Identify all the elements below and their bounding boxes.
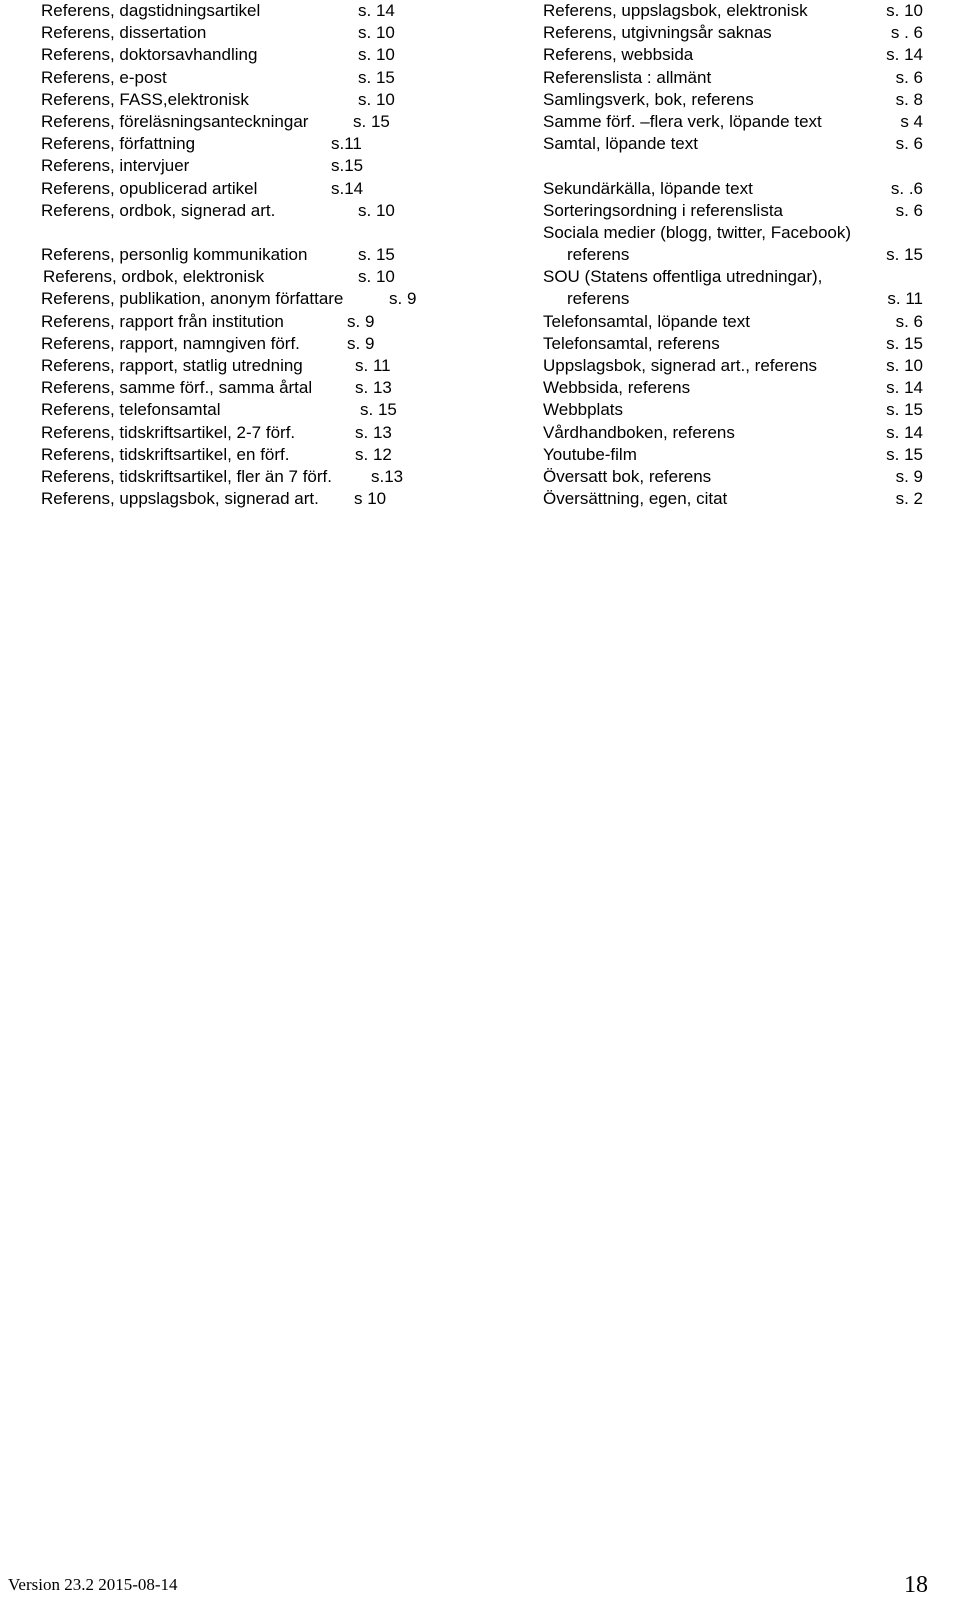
index-entry: [543, 399, 923, 421]
entry-page: s. 8: [895, 89, 923, 109]
entry-page: s. 15: [360, 400, 397, 420]
index-entry: [543, 111, 923, 133]
index-entry: [41, 444, 481, 466]
entry-page: s. 9: [389, 289, 417, 309]
entry-page: s. 15: [886, 444, 923, 464]
index-entry: [543, 0, 923, 22]
index-entry: [41, 399, 481, 421]
entry-label: Webbplats: [543, 400, 624, 420]
entry-page: s. 13: [355, 378, 392, 398]
entry-label: Referens, tidskriftsartikel, fler än 7 förf.: [41, 466, 332, 486]
index-column-left: [41, 0, 481, 510]
index-entry: [543, 422, 923, 444]
index-entry: [41, 0, 481, 22]
index-column-right: [543, 0, 923, 510]
index-entry: [543, 89, 923, 111]
entry-label: Referens, rapport, namngiven förf.: [41, 333, 300, 353]
index-entry: [543, 266, 923, 310]
index-entry: [543, 133, 923, 155]
entry-page: s. 10: [358, 200, 395, 220]
entry-label: Samlingsverk, bok, referens: [543, 89, 754, 109]
entry-label: Telefonsamtal, referens: [543, 333, 720, 353]
index-entry: [543, 178, 923, 200]
entry-page: s. 2: [895, 489, 923, 509]
entry-page: s. .6: [890, 178, 923, 198]
index-entry: [41, 288, 481, 310]
entry-label: Referens, tidskriftsartikel, en förf.: [41, 444, 290, 464]
entry-label: Referens, webbsida: [543, 45, 694, 65]
entry-label: Översättning, egen, citat: [543, 489, 728, 509]
index-entry: [543, 311, 923, 333]
entry-page: s. 15: [358, 245, 395, 265]
index-entry: [41, 311, 481, 333]
index-entry: [543, 355, 923, 377]
entry-label: Referens, telefonsamtal: [41, 400, 221, 420]
index-entry: [41, 22, 481, 44]
entry-label-continued: referens: [567, 245, 630, 265]
index-entry: [41, 44, 481, 66]
index-entry: [41, 333, 481, 355]
entry-label: Referens, utgivningsår saknas: [543, 23, 772, 43]
entry-label: Referens, rapport från institution: [41, 311, 284, 331]
entry-page: s. 11: [355, 356, 391, 375]
entry-label: Samme förf. –flera verk, löpande text: [543, 111, 822, 131]
entry-label: Referens, ordbok, signerad art.: [41, 200, 276, 220]
index-entry: [543, 466, 923, 488]
entry-page: s. 9: [895, 466, 923, 486]
entry-label-continued: referens: [567, 289, 630, 309]
entry-label: Referens, tidskriftsartikel, 2-7 förf.: [41, 422, 296, 442]
index-entry: [41, 111, 481, 133]
index-entry: [41, 355, 481, 377]
entry-page: s. 10: [358, 89, 395, 109]
entry-label: Telefonsamtal, löpande text: [543, 311, 750, 331]
entry-label: SOU (Statens offentliga utredningar),: [543, 267, 823, 287]
index-entry: [41, 466, 481, 488]
index-entry: [543, 222, 923, 266]
index-entry: [543, 444, 923, 466]
page-footer: [0, 1572, 960, 1612]
entry-page: s. 9: [347, 333, 375, 353]
entry-label: Översatt bok, referens: [543, 466, 712, 486]
entry-label: Referens, samme förf., samma årtal: [41, 378, 313, 398]
entry-page: s. 15: [886, 245, 923, 265]
entry-page: s 10: [354, 489, 387, 509]
entry-page: s. 10: [886, 356, 923, 376]
entry-label: Sekundärkälla, löpande text: [543, 178, 753, 198]
entry-page: s. 10: [358, 45, 395, 65]
entry-page: s. 14: [358, 1, 395, 20]
entry-label: Referens, författning: [41, 134, 196, 154]
entry-label: Referens, personlig kommunikation: [41, 245, 308, 265]
entry-label: Youtube-film: [543, 444, 637, 464]
page-number: 18: [904, 1572, 928, 1598]
entry-label: Sociala medier (blogg, twitter, Facebook): [543, 222, 852, 242]
entry-page: s.11: [331, 134, 362, 154]
entry-page: s. 10: [358, 267, 395, 287]
entry-page: s. 11: [887, 289, 923, 309]
entry-page: s. 15: [886, 400, 923, 420]
entry-label: Referenslista : allmänt: [543, 67, 712, 87]
entry-label: Referens, doktorsavhandling: [41, 45, 258, 65]
index-entry: [41, 266, 481, 288]
index-entry: [543, 44, 923, 66]
entry-label: Samtal, löpande text: [543, 134, 698, 154]
index-entry: [543, 377, 923, 399]
index-entry: [41, 67, 481, 89]
entry-page: s. 9: [347, 311, 375, 331]
index-entry: [543, 200, 923, 222]
index-entry: [41, 488, 481, 510]
entry-label: Referens, rapport, statlig utredning: [41, 356, 303, 375]
entry-label: Referens, uppslagsbok, signerad art.: [41, 489, 319, 509]
entry-label: Referens, föreläsningsanteckningar: [41, 111, 309, 131]
index-entry: [41, 244, 481, 266]
entry-page: s. 15: [353, 111, 390, 131]
entry-page: s. 15: [358, 67, 395, 87]
entry-page: s. 14: [886, 378, 923, 398]
entry-label: Referens, publikation, anonym författare: [41, 289, 344, 309]
entry-page: s. 14: [886, 45, 923, 65]
entry-page: s. 10: [358, 23, 395, 43]
entry-page: s. 12: [355, 444, 392, 464]
entry-page: s. 6: [895, 67, 923, 87]
entry-label: Vårdhandboken, referens: [543, 422, 735, 442]
spacer: [41, 222, 481, 244]
entry-page: s.14: [331, 178, 364, 198]
entry-label: Referens, opublicerad artikel: [41, 178, 258, 198]
entry-label: Referens, ordbok, elektronisk: [43, 267, 265, 287]
entry-page: s.15: [331, 156, 364, 176]
index-entry: [543, 67, 923, 89]
index-entry: [543, 333, 923, 355]
entry-label: Uppslagsbok, signerad art., referens: [543, 356, 818, 376]
entry-label: Webbsida, referens: [543, 378, 691, 398]
entry-label: Referens, dissertation: [41, 23, 207, 43]
index-entry: [41, 133, 481, 155]
index-entry: [543, 488, 923, 510]
index-entry: [543, 22, 923, 44]
entry-page: s.13: [371, 466, 404, 486]
entry-page: s. 15: [886, 333, 923, 353]
index-entry: [41, 377, 481, 399]
entry-page: s. 6: [895, 134, 923, 154]
index-entry: [41, 200, 481, 222]
index-entry: [41, 422, 481, 444]
entry-page: s. 10: [886, 1, 923, 20]
entry-page: s 4: [900, 111, 923, 131]
entry-label: Referens, dagstidningsartikel: [41, 1, 261, 20]
entry-label: Referens, FASS,elektronisk: [41, 89, 249, 109]
index-entry: [41, 178, 481, 200]
index-entry: [41, 155, 481, 177]
entry-page: s . 6: [890, 23, 923, 43]
entry-page: s. 6: [895, 200, 923, 220]
entry-label: Referens, e-post: [41, 67, 167, 87]
entry-label: Referens, uppslagsbok, elektronisk: [543, 1, 808, 20]
version-label: Version 23.2 2015-08-14: [8, 1575, 178, 1594]
index-entry: [41, 89, 481, 111]
spacer: [543, 155, 923, 177]
entry-label: Referens, intervjuer: [41, 156, 190, 176]
entry-page: s. 13: [355, 422, 392, 442]
entry-label: Sorteringsordning i referenslista: [543, 200, 784, 220]
entry-page: s. 6: [895, 311, 923, 331]
entry-page: s. 14: [886, 422, 923, 442]
